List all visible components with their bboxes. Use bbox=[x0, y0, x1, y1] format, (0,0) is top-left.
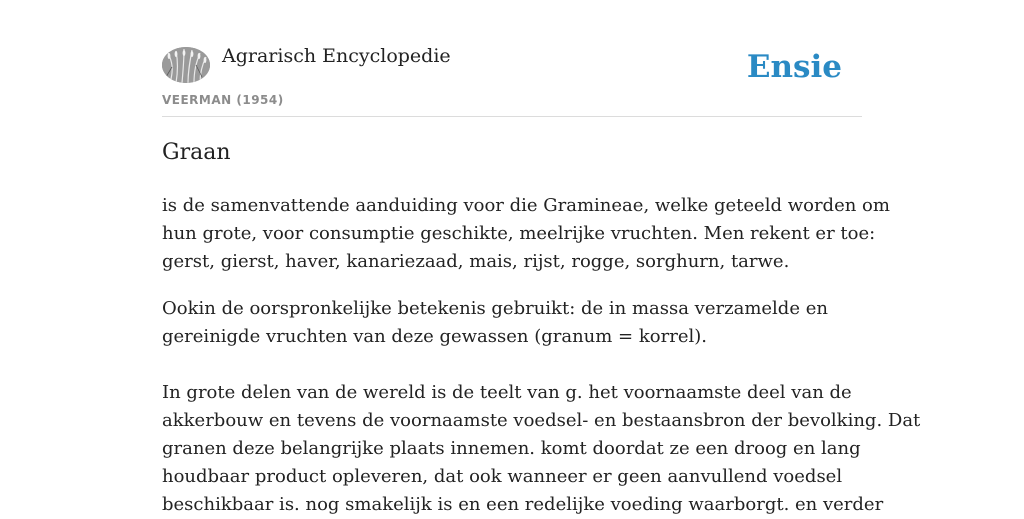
paragraph-line: hun grote, voor consumptie geschikte, meelrijke vruchten. Men rekent er toe: bbox=[162, 223, 876, 244]
paragraph-line: granen deze belangrijke plaats innemen. komt doordat ze een droog en lang bbox=[162, 438, 861, 459]
brand-logo[interactable]: Ensie bbox=[746, 49, 842, 85]
author-label: VEERMAN (1954) bbox=[162, 93, 284, 107]
paragraph-line: gerst, gierst, haver, kanariezaad, mais, rijst, rogge, sorghurn, tarwe. bbox=[162, 251, 790, 272]
paragraph-line: akkerbouw en tevens de voornaamste voedsel- en bestaansbron der bevolking. Dat bbox=[162, 410, 921, 431]
article-title: Graan bbox=[162, 140, 231, 165]
paragraph-line: gereinigde vruchten van deze gewassen (granum = korrel). bbox=[162, 326, 707, 347]
page-container bbox=[162, 0, 921, 515]
header bbox=[162, 0, 862, 117]
paragraph-line: Ookin de oorspronkelijke betekenis gebruikt: de in massa verzamelde en bbox=[162, 298, 828, 319]
paragraph-line: beschikbaar is. nog smakelijk is en een redelijke voeding waarborgt. en verder bbox=[162, 494, 884, 515]
paragraph-line: In grote delen van de wereld is de teelt van g. het voornaamste deel van de bbox=[162, 382, 852, 403]
article-paragraph-2 bbox=[162, 295, 862, 351]
article-paragraph-3 bbox=[162, 379, 921, 519]
paragraph-line: is de samenvattende aanduiding voor die Gramineae, welke geteeld worden om bbox=[162, 195, 890, 216]
article-paragraph-1 bbox=[162, 192, 890, 276]
wheat-logo-icon[interactable] bbox=[162, 47, 210, 83]
site-title[interactable]: Agrarisch Encyclopedie bbox=[222, 45, 451, 67]
paragraph-line: houdbaar product opleveren, dat ook wanneer er geen aanvullend voedsel bbox=[162, 466, 843, 487]
